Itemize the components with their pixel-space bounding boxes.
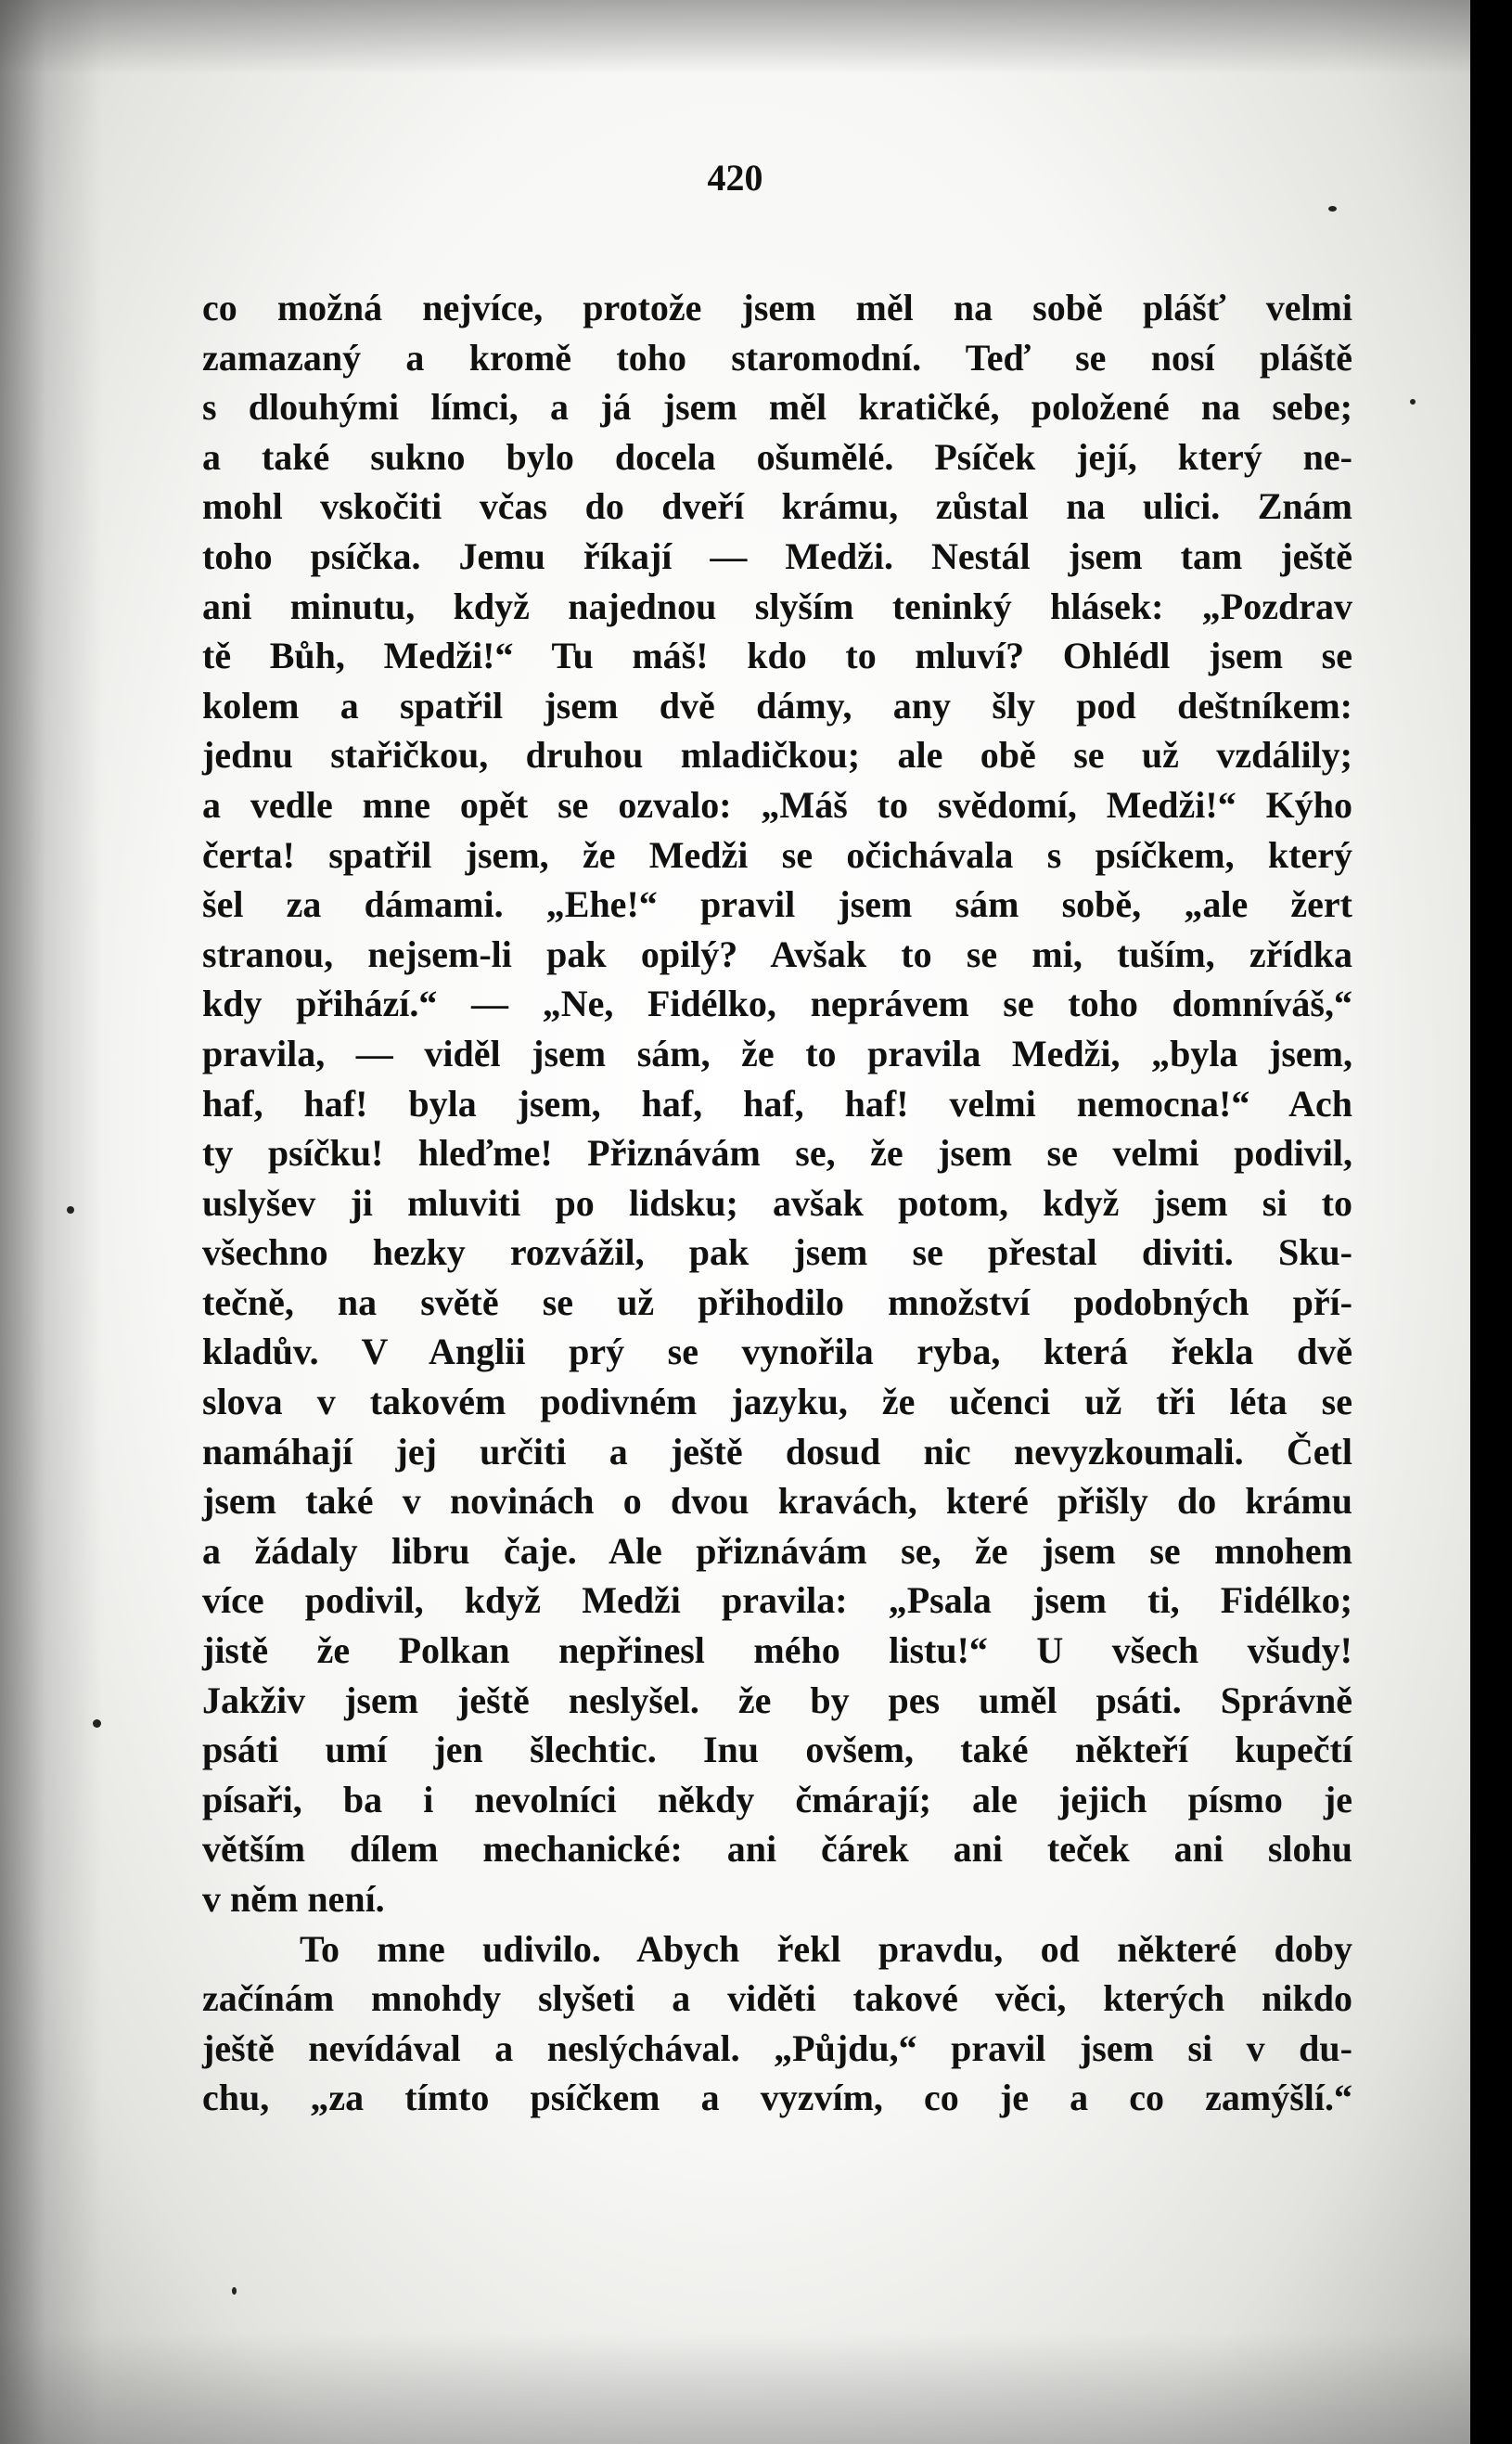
text-line: kladův. V Anglii prý se vynořila ryba, která řekla dvě [202,1331,1352,1373]
text-line: s dlouhými límci, a já jsem měl kratičké, položené na sebe; [202,386,1352,429]
text-line: začínám mnohdy slyšeti a viděti takové věci, kterých nikdo [202,1977,1352,2020]
text-line: a vedle mne opět se ozvalo: „Máš to svědomí, Medži!“ Kýho [202,783,1352,826]
text-line: stranou, nejsem-li pak opilý? Avšak to se mi, tuším, zřídka [202,933,1352,975]
text-line: pravila, — viděl jsem sám, že to pravila Medži, „byla jsem, [202,1032,1352,1074]
text-line: toho psíčka. Jemu říkají — Medži. Nestál jsem tam ještě [202,534,1352,577]
text-line: ty psíčku! hleďme! Přiznávám se, že jsem se velmi podivil, [202,1132,1352,1175]
text-line: zamazaný a kromě toho staromodní. Teď se nosí pláště [202,336,1352,379]
text-line: a žádaly libru čaje. Ale přiznávám se, že jsem se mnohem [202,1529,1352,1572]
text-line: To mne udivilo. Abych řekl pravdu, od některé doby [300,1927,1352,1970]
page-edge-shadow-left [0,0,102,2444]
scan-speck [67,1206,74,1214]
text-line: tě Bůh, Medži!“ Tu máš! kdo to mluví? Ohlédl jsem se [202,635,1352,677]
text-line: více podivil, když Medži pravila: „Psala jsem ti, Fidélko; [202,1579,1352,1622]
text-line: v něm není. [202,1878,385,1920]
scan-speck [232,2287,237,2295]
text-line: kolem a spatřil jsem dvě dámy, any šly pod deštníkem: [202,684,1352,727]
scan-speck [1410,399,1416,405]
text-line: šel za dámami. „Ehe!“ pravil jsem sám sobě, „ale žert [202,883,1352,926]
text-line: co možná nejvíce, protože jsem měl na sobě plášť velmi [202,287,1352,328]
scan-speck [1328,206,1337,212]
text-line: čerta! spatřil jsem, že Medži se očichávala s psíčkem, který [202,833,1352,876]
text-line: písaři, ba i nevolníci někdy čmárají; ale jejich písmo je [202,1778,1352,1820]
text-line: a také sukno bylo docela ošumělé. Psíček její, který ne- [202,435,1352,478]
text-line: ještě nevídával a neslýchával. „Půjdu,“ pravil jsem si v du- [202,2026,1352,2069]
page-edge-shadow-bottom [0,2333,1470,2444]
text-line: mohl vskočiti včas do dveří krámu, zůstal na ulici. Znám [202,485,1352,528]
text-line: namáhají jej určiti a ještě dosud nic nevyzkoumali. Četl [202,1430,1352,1473]
page-edge-shadow-top [0,0,1470,74]
body-text [202,283,1352,2123]
text-line: psáti umí jen šlechtic. Inu ovšem, také někteří kupečtí [202,1729,1352,1771]
scan-speck [93,1719,101,1728]
text-line: slova v takovém podivném jazyku, že učenci už tři léta se [202,1381,1352,1423]
text-line: tečně, na světě se už přihodilo množství podobných pří- [202,1280,1352,1323]
text-line: jsem také v novinách o dvou kravách, které přišly do krámu [202,1480,1352,1523]
text-line: větším dílem mechanické: ani čárek ani teček ani slohu [202,1828,1352,1871]
text-line: jednu stařičkou, druhou mladičkou; ale obě se už vzdálily; [202,734,1352,777]
text-line: uslyšev ji mluviti po lidsku; avšak potom, když jsem si to [202,1181,1352,1224]
text-line: haf, haf! byla jsem, haf, haf, haf! velmi nemocna!“ Ach [202,1082,1352,1125]
page-number: 420 [707,157,763,199]
text-line: všechno hezky rozvážil, pak jsem se přestal diviti. Sku- [202,1231,1352,1274]
text-line: ani minutu, když najednou slyším teninký hlásek: „Pozdrav [202,585,1352,627]
text-line: jistě že Polkan nepřinesl mého listu!“ U všech všudy! [202,1629,1352,1672]
text-line: Jakživ jsem ještě neslyšel. že by pes uměl psáti. Správně [202,1679,1352,1721]
text-line: chu, „za tímto psíčkem a vyzvím, co je a co zamýšlí.“ [202,2077,1352,2119]
text-line: kdy přihází.“ — „Ne, Fidélko, neprávem se toho domníváš,“ [202,983,1352,1025]
